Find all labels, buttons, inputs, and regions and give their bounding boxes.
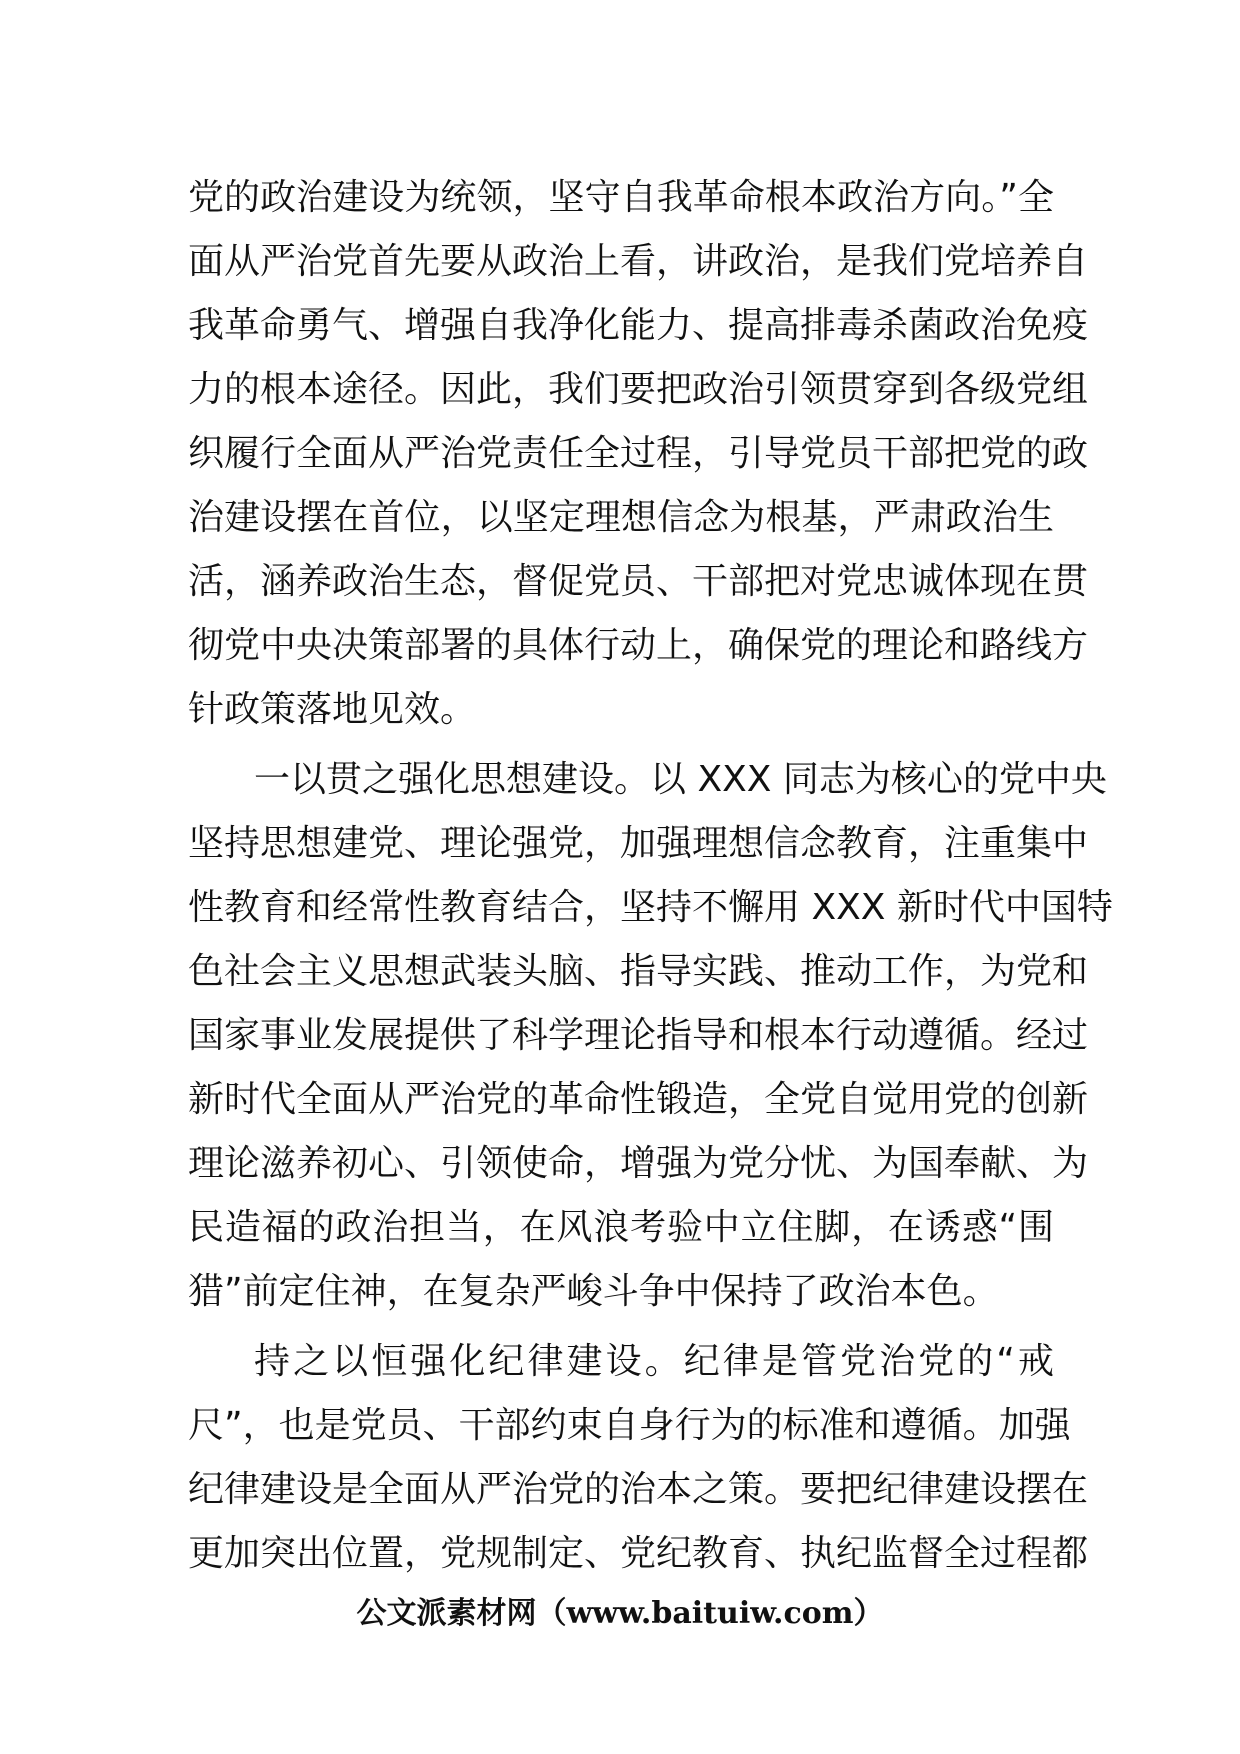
paragraph-2 bbox=[188, 748, 1113, 1324]
text-line: 新时代全面从严治党的革命性锻造，全党自觉用党的创新 bbox=[188, 1079, 1089, 1120]
text-line: 性教育和经常性教育结合，坚持不懈用 XXX 新时代中国特 bbox=[188, 887, 1113, 928]
text-line: 色社会主义思想武装头脑、指导实践、推动工作，为党和 bbox=[188, 951, 1089, 992]
text-line: 力的根本途径。因此，我们要把政治引领贯穿到各级党组 bbox=[188, 369, 1089, 410]
footer-watermark: 公文派素材网（www.baituiw.com） bbox=[356, 1596, 884, 1631]
text-line: 更加突出位置，党规制定、党纪教育、执纪监督全过程都 bbox=[188, 1533, 1089, 1574]
text-line: 面从严治党首先要从政治上看，讲政治，是我们党培养自 bbox=[188, 241, 1089, 282]
text-line: 彻党中央决策部署的具体行动上，确保党的理论和路线方 bbox=[188, 625, 1089, 666]
text-line: 坚持思想建党、理论强党，加强理想信念教育，注重集中 bbox=[188, 823, 1089, 864]
text-line: 国家事业发展提供了科学理论指导和根本行动遵循。经过 bbox=[188, 1015, 1089, 1056]
text-line: 一以贯之强化思想建设。以 XXX 同志为核心的党中央 bbox=[254, 759, 1107, 800]
text-line: 尺”，也是党员、干部约束自身行为的标准和遵循。加强 bbox=[188, 1405, 1071, 1446]
text-line: 党的政治建设为统领，坚守自我革命根本政治方向。”全 bbox=[188, 177, 1054, 218]
text-line: 治建设摆在首位，以坚定理想信念为根基，严肃政治生 bbox=[188, 497, 1054, 538]
text-line: 活，涵养政治生态，督促党员、干部把对党忠诚体现在贯 bbox=[188, 561, 1089, 602]
text-line: 我革命勇气、增强自我净化能力、提高排毒杀菌政治免疫 bbox=[188, 305, 1089, 346]
paragraph-1 bbox=[188, 166, 1089, 742]
text-line: 民造福的政治担当，在风浪考验中立住脚，在诱惑“围 bbox=[188, 1207, 1054, 1248]
text-line: 织履行全面从严治党责任全过程，引导党员干部把党的政 bbox=[188, 433, 1089, 474]
text-line: 纪律建设是全面从严治党的治本之策。要把纪律建设摆在 bbox=[188, 1469, 1089, 1510]
paragraph-3 bbox=[188, 1330, 1089, 1586]
text-line: 猎”前定住神，在复杂严峻斗争中保持了政治本色。 bbox=[188, 1271, 999, 1312]
text-line: 理论滋养初心、引领使命，增强为党分忧、为国奉献、为 bbox=[188, 1143, 1089, 1184]
text-line: 持之以恒强化纪律建设。纪律是管党治党的“戒 bbox=[254, 1341, 1054, 1382]
document-body bbox=[188, 166, 1113, 1592]
text-line: 针政策落地见效。 bbox=[188, 689, 477, 730]
